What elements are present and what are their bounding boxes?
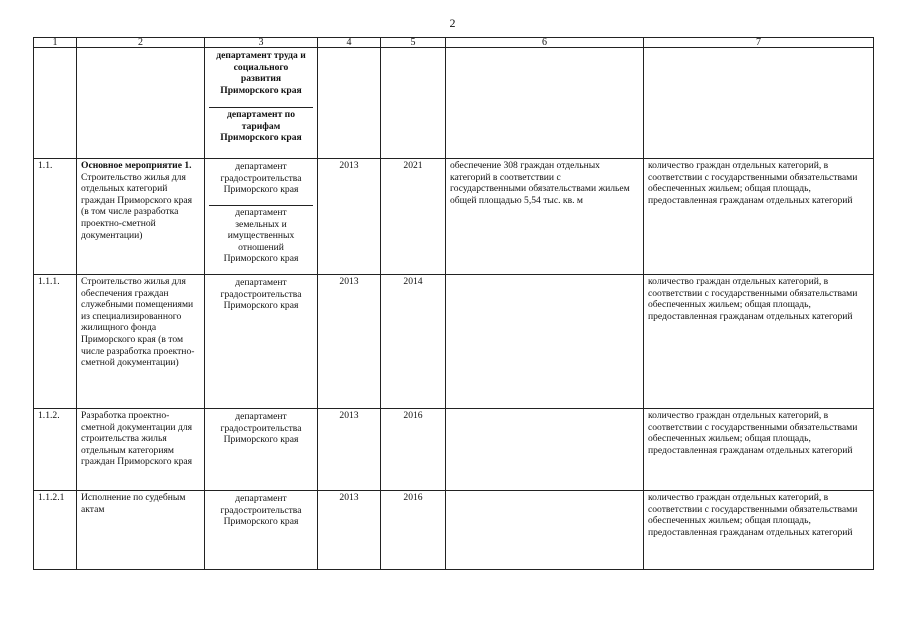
table-row bbox=[34, 159, 874, 275]
start-year bbox=[318, 48, 381, 159]
item-number: 1.1.1. bbox=[34, 275, 77, 409]
responsible-executor: департамент градостроительства Приморского края bbox=[220, 277, 302, 312]
responsible-executor: департамент по тарифам Приморского края bbox=[209, 107, 313, 156]
item-number: 1.1.2.1 bbox=[34, 491, 77, 570]
page-number: 2 bbox=[449, 16, 456, 30]
expected-result bbox=[446, 48, 644, 159]
start-year: 2013 bbox=[318, 159, 381, 275]
item-title-text: Строительство жилья для отдельных категорий граждан Приморского края (в том числе разработка проектно-сметной документации) bbox=[81, 171, 193, 241]
responsible-executors bbox=[205, 491, 318, 570]
column-number: 5 bbox=[381, 38, 446, 48]
item-number: 1.1. bbox=[34, 159, 77, 275]
responsible-executors bbox=[205, 275, 318, 409]
start-year: 2013 bbox=[318, 491, 381, 570]
column-number-row bbox=[34, 38, 874, 48]
table-row bbox=[34, 491, 874, 570]
start-year: 2013 bbox=[318, 275, 381, 409]
column-number: 2 bbox=[77, 38, 205, 48]
target-indicator: количество граждан отдельных категорий, в соответствии с государственными обязательствами обеспеченных жильем; общая площадь, предоставленная гражданам отдельных категорий bbox=[644, 491, 874, 570]
item-title bbox=[77, 409, 205, 491]
end-year: 2016 bbox=[381, 409, 446, 491]
item-title-text: Исполнение по судебным актам bbox=[81, 492, 186, 515]
column-number: 4 bbox=[318, 38, 381, 48]
responsible-executor: департамент градостроительства Приморского края bbox=[220, 161, 302, 196]
responsible-executor: департамент градостроительства Приморского края bbox=[220, 493, 302, 528]
expected-result bbox=[446, 275, 644, 409]
column-number: 3 bbox=[205, 38, 318, 48]
expected-result bbox=[446, 491, 644, 570]
item-title-text: Строительство жилья для обеспечения граждан служебными помещениями из специализированного жилищного фонда Приморского края (в том числе разработка проектно-сметной документации) bbox=[81, 276, 195, 369]
table-row bbox=[34, 409, 874, 491]
start-year: 2013 bbox=[318, 409, 381, 491]
column-number: 6 bbox=[446, 38, 644, 48]
item-number bbox=[34, 48, 77, 159]
table-row bbox=[34, 48, 874, 159]
item-number: 1.1.2. bbox=[34, 409, 77, 491]
target-indicator: количество граждан отдельных категорий, в соответствии с государственными обязательствами обеспеченных жильем; общая площадь, предоставленная гражданам отдельных категорий bbox=[644, 159, 874, 275]
item-title bbox=[77, 159, 205, 275]
item-title bbox=[77, 48, 205, 159]
program-table bbox=[33, 37, 874, 570]
target-indicator bbox=[644, 48, 874, 159]
responsible-executors bbox=[205, 48, 318, 159]
end-year bbox=[381, 48, 446, 159]
responsible-executors bbox=[205, 409, 318, 491]
item-title-emphasis: Основное мероприятие 1. bbox=[81, 160, 192, 171]
end-year: 2021 bbox=[381, 159, 446, 275]
responsible-executor: департамент труда и социального развития Приморского края bbox=[216, 50, 306, 96]
end-year: 2016 bbox=[381, 491, 446, 570]
item-title bbox=[77, 275, 205, 409]
expected-result: обеспечение 308 граждан отдельных категорий в соответствии с государственными обязательствами жильем общей площадью 5,54 тыс. кв. м bbox=[446, 159, 644, 275]
responsible-executor: департамент земельных и имущественных отношений Приморского края bbox=[209, 205, 313, 272]
target-indicator: количество граждан отдельных категорий, в соответствии с государственными обязательствами обеспеченных жильем; общая площадь, предоставленная гражданам отдельных категорий bbox=[644, 409, 874, 491]
responsible-executor: департамент градостроительства Приморского края bbox=[220, 411, 302, 446]
table-row bbox=[34, 275, 874, 409]
item-title-text: Разработка проектно-сметной документации для строительства жилья отдельным категориям граждан Приморского края bbox=[81, 410, 193, 468]
end-year: 2014 bbox=[381, 275, 446, 409]
item-title bbox=[77, 491, 205, 570]
responsible-executors bbox=[205, 159, 318, 275]
expected-result bbox=[446, 409, 644, 491]
target-indicator: количество граждан отдельных категорий, в соответствии с государственными обязательствами обеспеченных жильем; общая площадь, предоставленная гражданам отдельных категорий bbox=[644, 275, 874, 409]
column-number: 7 bbox=[644, 38, 874, 48]
column-number: 1 bbox=[34, 38, 77, 48]
